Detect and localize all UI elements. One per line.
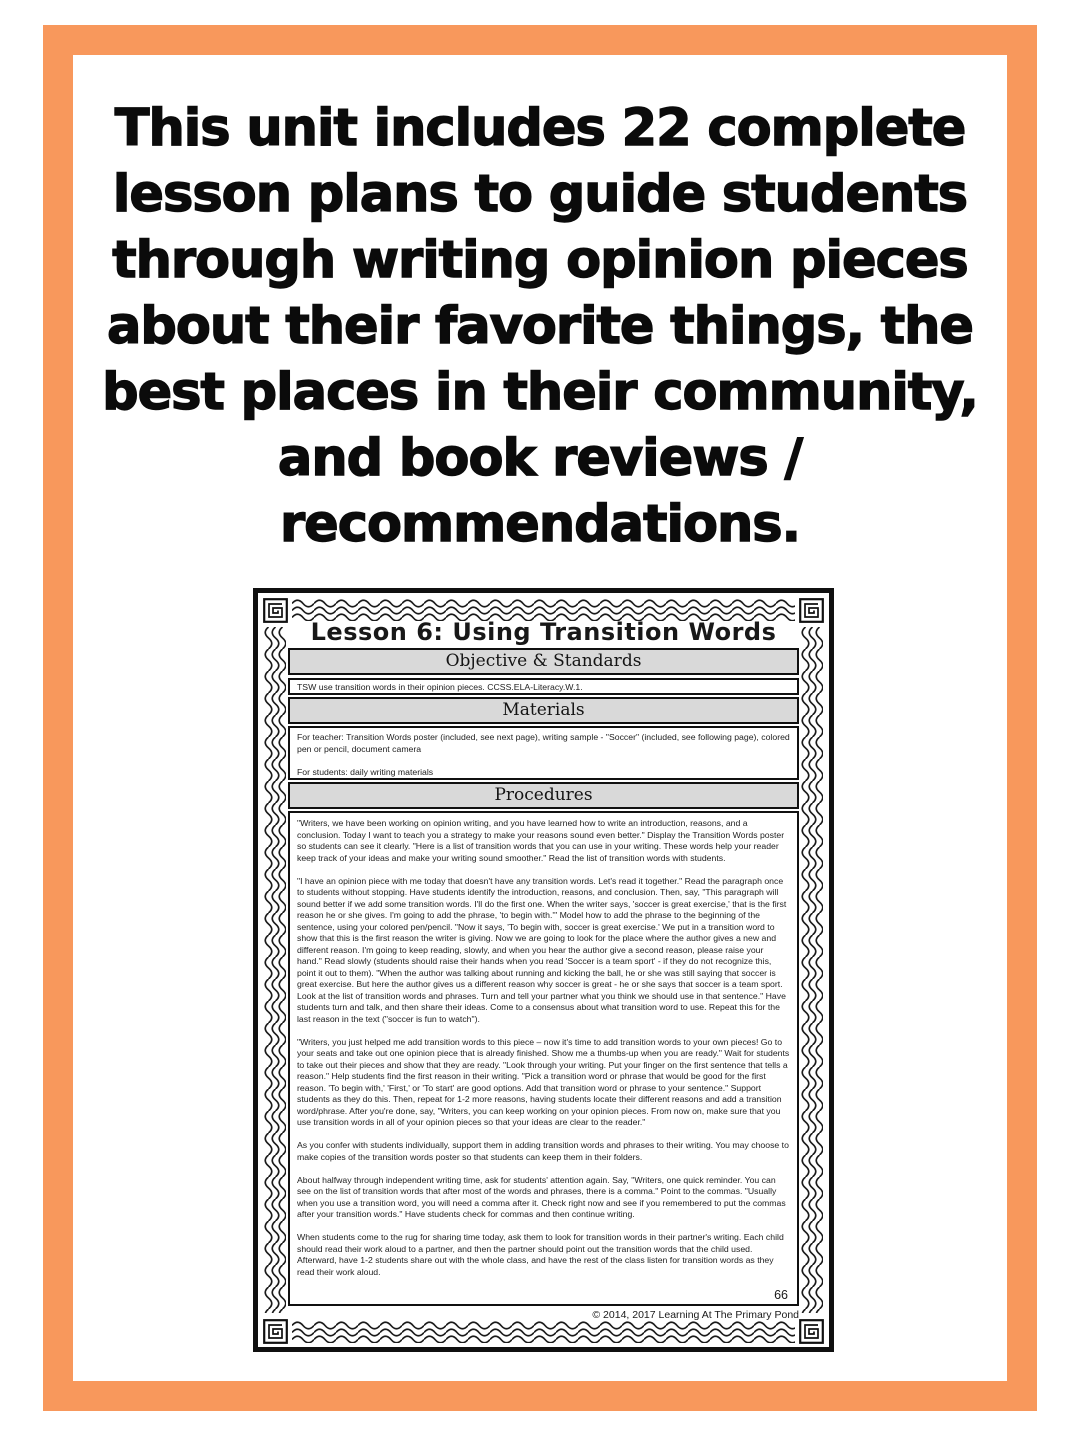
objective-paragraph: TSW use transition words in their opinion pieces. CCSS.ELA-Literacy.W.1. — [297, 682, 583, 692]
objective-standards-body — [288, 678, 799, 695]
lesson-title: Lesson 6: Using Transition Words — [310, 618, 777, 646]
procedures-body — [288, 811, 799, 1306]
procedures-paragraph: When students come to the rug for sharing time today, ask them to look for transition words in their partner's writing. Each child should read their work aloud to a partner, and then the partner should point out the transition words that the child used. Afterward, have 1-2 students share out with the whole class, and have the rest of the class listen for transition words as they read their work aloud. — [297, 1232, 784, 1277]
page-number: 66 — [774, 1287, 788, 1302]
procedures-paragraphs — [297, 818, 790, 1278]
spiral-corner-icon — [263, 598, 288, 623]
materials-paragraph: For students: daily writing materials — [297, 766, 434, 777]
spiral-corner-icon — [799, 1319, 824, 1344]
procedures-paragraph: "Writers, we have been working on opinion writing, and you have learned how to write an introduction, reasons, and a conclusion. Today I want to teach you a strategy to make your reasons sound even better." Display the Transition Words poster so students can see it clearly. "Here is a list of transition words that you can use in your writing. These words help your reader keep track of your ideas and make your writing sound smoother." Read the list of transition words with students. — [297, 818, 785, 863]
spiral-corner-icon — [799, 598, 824, 623]
headline-line: This unit includes 22 complete — [114, 99, 966, 158]
section-header-procedures: Procedures — [288, 782, 799, 809]
section-header-materials: Materials — [288, 697, 799, 724]
spiral-corner-icon — [263, 1319, 288, 1344]
wavy-border-right — [801, 627, 823, 1313]
wavy-border-left — [264, 627, 286, 1313]
wavy-border-bottom — [292, 1321, 795, 1343]
materials-body — [288, 726, 799, 780]
copyright-line: © 2014, 2017 Learning At The Primary Pond — [592, 1309, 799, 1321]
procedures-paragraph: "I have an opinion piece with me today that doesn't have any transition words. Let's read it together." Read the paragraph once to students without stopping. Have students identify the introduction, reasons, and conclusion. Then, say, "This paragraph will sound better if we add some transition words. I'll do the first one. When the writer says, 'soccer is great exercise,' that is the first reason he or she gives. I'm going to add the phrase, 'to begin with.'" Model how to add the phrase to the beginning of the sentence, using your colored pen/pencil. "Now it says, 'To begin with, soccer is great exercise.' We put in a transition word to show that this is the first reason the writer is giving. Now we are going to look for the place where the author gives a new and different reason. I'm going to keep reading, slowly, and when you hear the author give a second reason, please raise your hand." Read slowly (students should raise their hands when you read 'Soccer is a team sport' - if they do not recognize this, point it out to them). "When the author was talking about running and kicking the ball, he or she was still saying that soccer is great exercise. But here the author gives us a different reason why soccer is great - he or she says that soccer is a team sport. Look at the list of transition words and phrases. Turn and tell your partner what you think we should use in that sentence." Have students turn and talk, and then share their ideas. Come to a consensus about what transition word to use. Repeat this for the last reason in the text ("soccer is fun to watch"). — [297, 875, 787, 1024]
headline-line: recommendations. — [279, 495, 801, 554]
headline-text — [78, 96, 1002, 558]
headline-line: through writing opinion pieces — [112, 231, 968, 290]
section-header-objective-standards: Objective & Standards — [288, 648, 799, 675]
headline-line: and book reviews / — [277, 429, 803, 488]
headline-line: about their favorite things, the — [106, 297, 974, 356]
procedures-paragraph: About halfway through independent writing time, ask for students' attention again. Say, "Writers, one quick reminder. You can see on the list of transition words that after most of the words and phrases, there is a comma." Point to the commas. "Usually when you use a transition word, you will need a comma after it. Check right now and see if you remembered to put the commas after your transition words." Have students check for commas and then continue writing. — [297, 1174, 786, 1219]
lesson-plan-page — [253, 588, 834, 1352]
procedures-paragraph: "Writers, you just helped me add transition words to this piece – now it's time to add transition words to your own pieces! Go to your seats and take out one opinion piece that is already finished. Show me a thumbs-up when you are ready." Wait for students to take out their pieces and show that they are ready. "Look through your writing. Put your finger on the first sentence that tells a reason." Help students find the first reason in their writing. "Pick a transition word or phrase that would be good for the first reason. 'To begin with,' 'First,' or 'To start' are good options. Add that transition word or phrase to your sentence." Support students as they do this. Then, repeat for 1-2 more reasons, having students locate their different reasons and add a transition word/phrase. After you're done, say, "Writers, you can keep working on your opinion pieces. From now on, make sure that you use transition words in all of your opinion pieces so that your ideas are clear to the reader." — [297, 1036, 790, 1127]
procedures-paragraph: As you confer with students individually, support them in adding transition words and phrases to their writing. You may choose to make copies of the transition words poster so that students can keep them in their folders. — [297, 1140, 789, 1162]
materials-paragraph: For teacher: Transition Words poster (included, see next page), writing sample - "Soccer" (included, see following page), colored pen or pencil, document camera — [297, 732, 790, 754]
lesson-page-content — [288, 618, 799, 1306]
headline-line: lesson plans to guide students — [112, 165, 968, 224]
headline-line: best places in their community, — [102, 363, 978, 422]
